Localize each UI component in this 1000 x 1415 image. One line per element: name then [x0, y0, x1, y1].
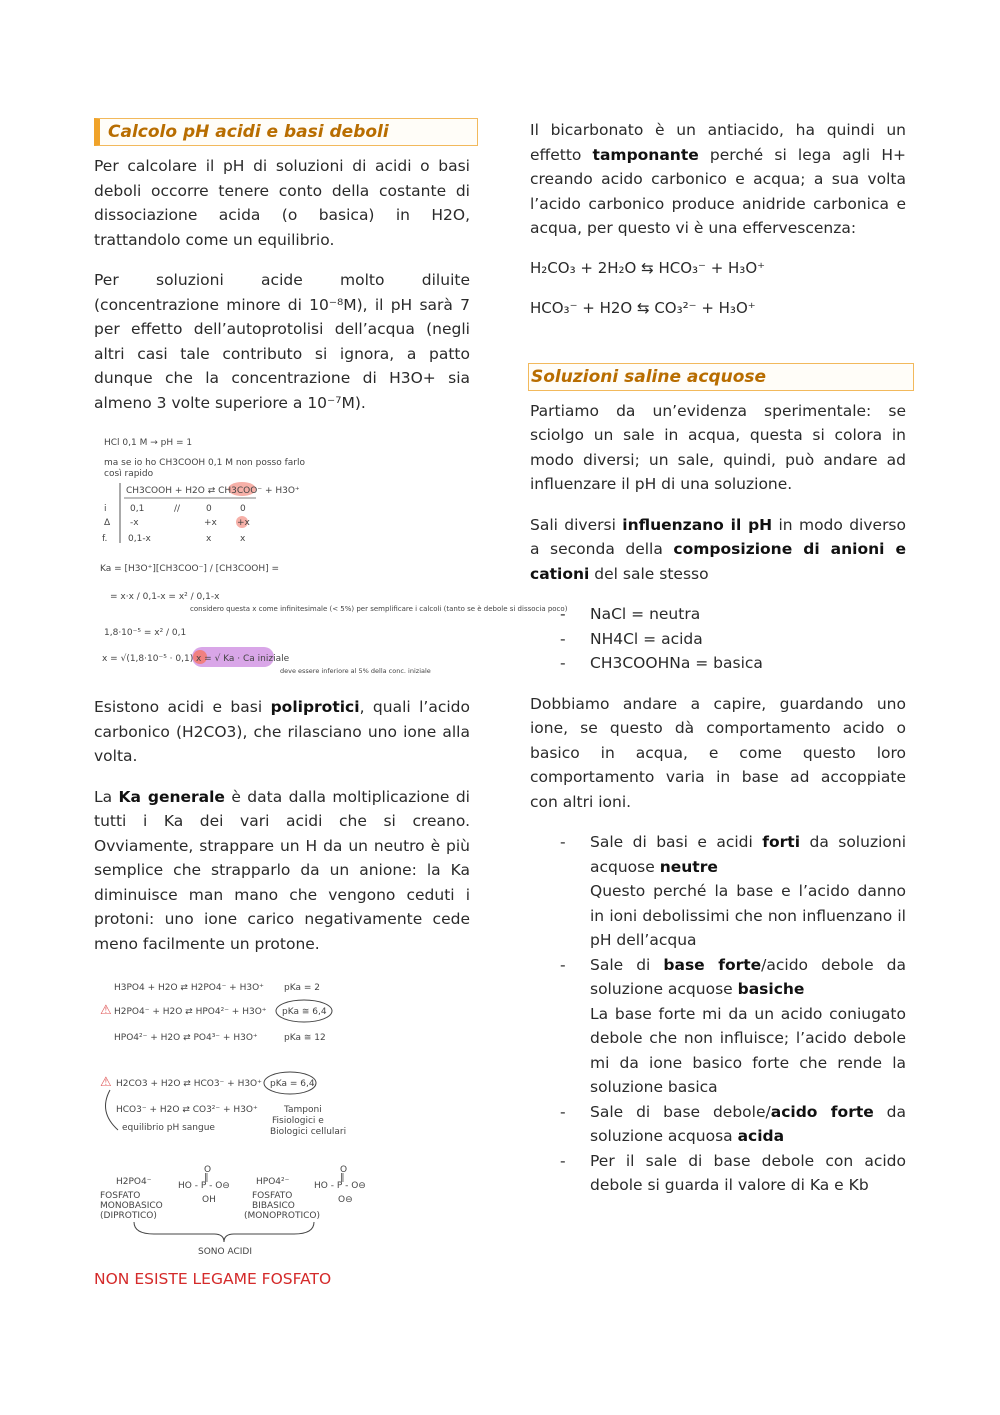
paragraph-poliprotici: Esistono acidi e basi poliprotici, quali l’acido carbonico (H2CO3), che rilasciano uno ione alla volta.: [94, 698, 471, 765]
svg-text:Δ: Δ: [104, 518, 111, 528]
svg-text:pKa = 6,4: pKa = 6,4: [270, 1079, 315, 1089]
sketch-note: considero questa x come infinitesimale (< 5%) per semplificare i calcoli (tanto se è debole si dissocia poco): [190, 605, 568, 613]
warning-icon: ⚠: [100, 1003, 112, 1018]
sketch-fraction: = x·x / 0,1-x = x² / 0,1-x: [110, 592, 220, 602]
paragraph-ka-generale: La Ka generale è data dalla moltiplicazione di tutti i Ka dei vari acidi che si creano. Ovviamente, strappare un H da un neutro è più semplice che strapparlo da un anione: la Ka diminuisce man mano che vengono ceduti i protoni: uno ione carico negativamente cede meno facilmente un protone.: [94, 787, 470, 953]
svg-text:O: O: [204, 1165, 212, 1175]
svg-text:FOSFATO: FOSFATO: [100, 1191, 141, 1201]
svg-text:Fisiologici e: Fisiologici e: [272, 1116, 324, 1126]
svg-text:i: i: [104, 504, 107, 514]
svg-text:MONOBASICO: MONOBASICO: [100, 1201, 163, 1211]
paragraph-dobbiamo: Dobbiamo andare a capire, guardando uno ione, se questo dà comportamento acido o basico in acqua, e come questo loro comportamento varia in base ad accoppiate con altri ioni.: [530, 694, 906, 811]
svg-text:0,1: 0,1: [130, 504, 145, 514]
svg-text:H2PO4⁻: H2PO4⁻: [116, 1177, 152, 1187]
svg-text:OH: OH: [202, 1195, 216, 1205]
svg-text:Tamponi: Tamponi: [284, 1105, 322, 1115]
svg-text:Biologici cellulari: Biologici cellulari: [270, 1127, 347, 1137]
svg-text:O⊖: O⊖: [338, 1195, 353, 1205]
red-note: NON ESISTE LEGAME FOSFATO: [94, 1270, 332, 1288]
sketch-highlight: x = √ Ka · Ca iniziale: [196, 654, 290, 664]
formula-1: H₂CO₃ + 2H₂O ⇆ HCO₃⁻ + H₃O⁺: [530, 258, 766, 277]
sketch-ka: Ka = [H3O⁺][CH3COO⁻] / [CH3COOH] =: [100, 564, 280, 574]
svg-text:O: O: [340, 1165, 348, 1175]
sono-acidi-label: SONO ACIDI: [198, 1247, 252, 1257]
svg-text://: //: [174, 504, 181, 514]
svg-text:‖: ‖: [340, 1173, 345, 1183]
phosphoric-step-2: H2PO4⁻ + H2O ⇄ HPO4²⁻ + H3O⁺: [114, 1007, 267, 1017]
list-item: - CH3COOHNa = basica: [530, 651, 906, 676]
handwritten-ph-calculation: [94, 431, 568, 681]
salt-examples-list: [530, 602, 906, 676]
svg-text:0: 0: [206, 504, 212, 514]
svg-text:HPO4²⁻: HPO4²⁻: [256, 1177, 290, 1187]
paragraph-intro: Per calcolare il pH di soluzioni di acidi o basi deboli occorre tenere conto della costante di dissociazione acida (o basica) in H2O, trattandolo come un equilibrio.: [94, 157, 470, 249]
phosphate-structure-2: HO - P - O⊖: [314, 1181, 366, 1191]
list-item: - Sale di base forte/acido debole da soluzione acquose basiche La base forte mi da un acido coniugato debole che non influisce; l’acido debole mi da ione basico forte che rende la soluzione basica: [530, 953, 906, 1100]
phosphate-structure-1: HO - P - O⊖: [178, 1181, 230, 1191]
svg-text:+x: +x: [204, 518, 217, 528]
section-heading-ph: Calcolo pH acidi e basi deboli: [94, 118, 478, 146]
sketch-line-3: così rapido: [104, 469, 154, 479]
salt-behaviour-list: [530, 830, 906, 1198]
right-column: [530, 118, 906, 1214]
carbonic-step-2: HCO3⁻ + H2O ⇄ CO3²⁻ + H3O⁺: [116, 1105, 258, 1115]
left-column: [94, 118, 568, 1288]
sketch-line-2: ma se io ho CH3COOH 0,1 M non posso farlo: [104, 458, 305, 468]
list-item: - NaCl = neutra: [530, 602, 906, 627]
formula-2: HCO₃⁻ + H2O ⇆ CO₃²⁻ + H₃O⁺: [530, 298, 756, 317]
list-item: - Per il sale di base debole con acido debole si guarda il valore di Ka e Kb: [530, 1149, 906, 1198]
svg-text:x: x: [240, 534, 246, 544]
sketch-line-1: HCl 0,1 M → pH = 1: [104, 438, 193, 448]
list-item: - NH4Cl = acida: [530, 627, 906, 652]
handwritten-polyprotic-sketch: [94, 972, 384, 1262]
svg-text:pKa ≅ 6,4: pKa ≅ 6,4: [282, 1007, 327, 1017]
paragraph-dilute: Per soluzioni acide molto diluite (concentrazione minore di 10⁻⁸M), il pH sarà 7 per effetto dell’autoprotolisi dell’acqua (negli altri casi tale contributo si ignora, a patto dunque che la concentrazione di H3O+ sia almeno 3 volte superiore a 10⁻⁷M).: [94, 271, 470, 412]
sketch-equilibrium: CH3COOH + H2O ⇄ CH3COO⁻ + H3O⁺: [126, 486, 300, 496]
sketch-note-2: deve essere inferiore al 5% della conc. iniziale: [280, 667, 431, 675]
svg-text:BIBASICO: BIBASICO: [252, 1201, 295, 1211]
blood-ph-label: equilibrio pH sangue: [122, 1123, 215, 1133]
sketch-result: x = √(1,8·10⁻⁵ · 0,1): [102, 654, 194, 664]
svg-text:‖: ‖: [204, 1173, 209, 1183]
svg-text:x: x: [206, 534, 212, 544]
list-item: - Sale di base debole/acido forte da soluzione acquosa acida: [530, 1100, 906, 1149]
phosphoric-step-1: H3PO4 + H2O ⇄ H2PO4⁻ + H3O⁺: [114, 983, 264, 993]
phosphoric-step-3: HPO4²⁻ + H2O ⇄ PO4³⁻ + H3O⁺: [114, 1033, 258, 1043]
svg-text:-x: -x: [130, 518, 139, 528]
svg-text:FOSFATO: FOSFATO: [252, 1191, 293, 1201]
list-item: - Sale di basi e acidi forti da soluzioni acquose neutre Questo perché la base e l’acido danno in ioni debolissimi che non influenzano il pH dell’acqua: [530, 830, 906, 953]
warning-icon-2: ⚠: [100, 1075, 112, 1090]
svg-text:pKa = 2: pKa = 2: [284, 983, 320, 993]
svg-text:+x: +x: [237, 518, 250, 528]
paragraph-bicarbonato: Il bicarbonato è un antiacido, ha quindi un effetto tamponante perché si lega agli H+ creando acido carbonico e acqua; a sua volta l’acido carbonico produce anidride carbonica e acqua, per questo vi è una effervescenza:: [530, 121, 906, 237]
svg-text:f.: f.: [102, 534, 108, 544]
svg-text:(MONOPROTICO): (MONOPROTICO): [244, 1211, 320, 1221]
svg-text:0: 0: [240, 504, 246, 514]
paragraph-evidenza: Partiamo da un’evidenza sperimentale: se sciolgo un sale in acqua, questa si colora in modo diversi; un sale, quindi, può andare ad influenzare il pH di una soluzione.: [530, 401, 906, 493]
sketch-calc: 1,8·10⁻⁵ = x² / 0,1: [104, 628, 187, 638]
paragraph-sali-diversi: Sali diversi influenzano il pH in modo diverso a seconda della composizione di anioni e cationi del sale stesso: [530, 515, 907, 583]
section-heading-saline: Soluzioni saline acquose: [528, 363, 914, 391]
svg-text:pKa ≅ 12: pKa ≅ 12: [284, 1033, 326, 1043]
carbonic-step-1: H2CO3 + H2O ⇄ HCO3⁻ + H3O⁺: [116, 1079, 262, 1089]
svg-text:0,1-x: 0,1-x: [128, 534, 151, 544]
svg-text:(DIPROTICO): (DIPROTICO): [100, 1211, 157, 1221]
